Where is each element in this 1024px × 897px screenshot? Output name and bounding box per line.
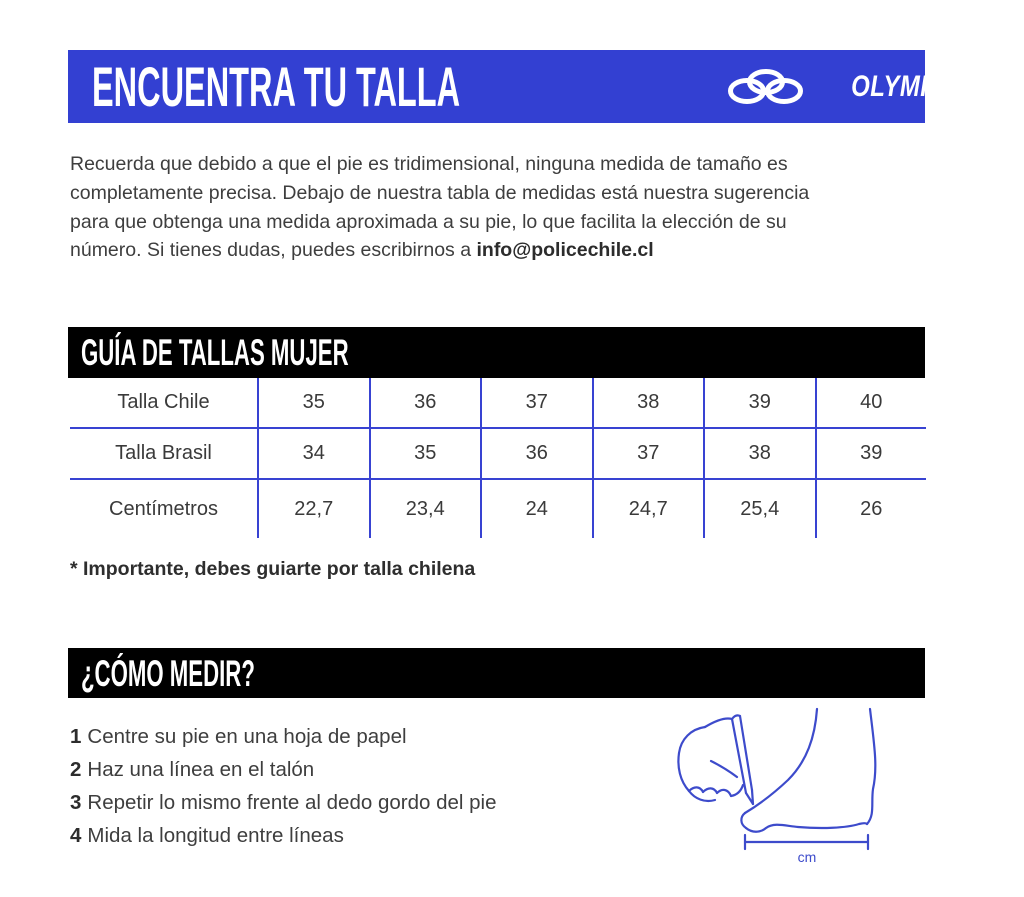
row-label: Centímetros — [109, 497, 218, 520]
header-bar — [68, 50, 996, 123]
foot-measure-illustration — [645, 703, 965, 868]
table-cell: 39 — [815, 429, 927, 480]
table-cell: 36 — [480, 429, 592, 480]
table-cell: 37 — [480, 378, 592, 429]
step-text: Haz una línea en el talón — [87, 758, 315, 781]
step-item — [70, 753, 497, 786]
section-title-medir: ¿CÓMO MEDIR? — [81, 652, 255, 694]
intro-paragraph — [70, 150, 940, 265]
row-label: Talla Brasil — [70, 429, 257, 480]
row-label: Talla Chile — [70, 378, 257, 429]
intro-line: para que obtenga una medida aproximada a su pie, lo que facilita la elección de su — [70, 210, 787, 233]
table-cell: 39 — [703, 378, 815, 429]
brand-logo — [727, 66, 996, 108]
table-cell: 22,7 — [257, 480, 369, 538]
intro-line — [70, 236, 940, 265]
table-cell: 35 — [369, 429, 481, 480]
measure-steps — [70, 720, 497, 852]
table-cell: 35 — [257, 378, 369, 429]
contact-email: info@policechile.cl — [476, 239, 654, 262]
section-bar-medir — [68, 648, 925, 698]
table-cell: 26 — [815, 480, 927, 538]
section-bar-tallas — [68, 327, 925, 378]
table-cell: 38 — [703, 429, 815, 480]
table-cell: 24 — [480, 480, 592, 538]
table-cell: 23,4 — [369, 480, 481, 538]
step-number: 1 — [70, 725, 82, 748]
section-title-tallas: GUÍA DE TALLAS MUJER — [81, 332, 349, 373]
step-item — [70, 819, 497, 852]
step-number: 2 — [70, 758, 82, 781]
brand-logo-text: OLYMPIKUS — [850, 69, 996, 103]
illustration-cm-label: cm — [797, 849, 817, 865]
olympikus-rings-icon — [727, 66, 805, 108]
important-note: * Importante, debes guiarte por talla chilena — [70, 558, 476, 580]
step-text: Mida la longitud entre líneas — [87, 824, 344, 847]
intro-line-prefix: número. Si tienes dudas, puedes escribirnos a — [70, 239, 477, 262]
table-cell: 24,7 — [592, 480, 704, 538]
step-text: Centre su pie en una hoja de papel — [87, 725, 407, 748]
intro-line: completamente precisa. Debajo de nuestra tabla de medidas está nuestra sugerencia — [70, 181, 810, 204]
step-text: Repetir lo mismo frente al dedo gordo del pie — [87, 791, 497, 814]
page-title: ENCUENTRA TU TALLA — [92, 54, 461, 118]
step-number: 3 — [70, 791, 82, 814]
table-cell: 34 — [257, 429, 369, 480]
step-number: 4 — [70, 824, 82, 847]
table-cell: 37 — [592, 429, 704, 480]
table-cell: 25,4 — [703, 480, 815, 538]
step-item — [70, 720, 497, 753]
table-cell: 36 — [369, 378, 481, 429]
size-table — [70, 378, 926, 538]
intro-line: Recuerda que debido a que el pie es tridimensional, ninguna medida de tamaño es — [70, 153, 788, 175]
table-cell: 40 — [815, 378, 927, 429]
table-cell: 38 — [592, 378, 704, 429]
step-item — [70, 786, 497, 819]
